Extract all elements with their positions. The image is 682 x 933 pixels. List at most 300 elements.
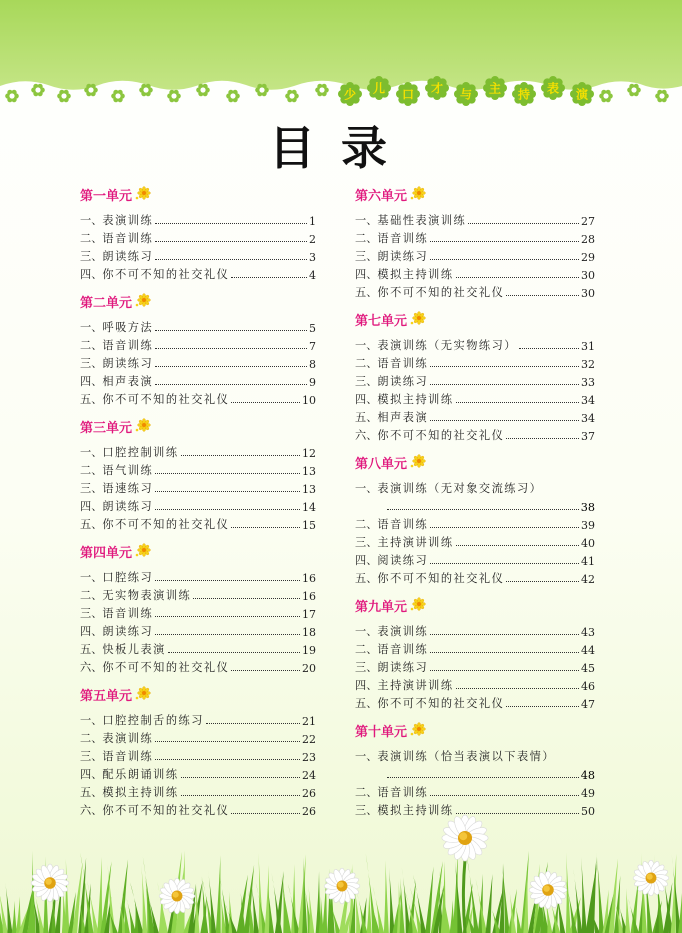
dot-leader <box>430 795 579 796</box>
entry-number: 六、 <box>80 661 103 674</box>
unit-title: 第一单元 <box>80 188 133 204</box>
entry-page: 34 <box>581 394 595 407</box>
entry-page: 9 <box>309 376 316 389</box>
toc-entry[interactable] <box>355 246 595 264</box>
entry-number: 三、 <box>355 661 378 674</box>
flower-icon <box>134 186 152 202</box>
entry-number: 二、 <box>80 732 103 745</box>
entry-page: 18 <box>302 626 316 639</box>
dot-leader <box>430 384 579 385</box>
toc-entry[interactable] <box>80 746 316 764</box>
toc-right-column <box>355 183 595 826</box>
entry-label: 表演训练（恰当表演以下表情） <box>377 750 556 763</box>
dot-leader <box>155 330 307 331</box>
dot-leader <box>181 777 300 778</box>
entry-label: 朗读练习 <box>102 500 154 513</box>
dot-leader <box>206 723 300 724</box>
toc-entry[interactable] <box>355 639 595 657</box>
entry-label: 你不可不知的社交礼仪 <box>102 804 230 817</box>
flower-icon <box>134 293 152 309</box>
toc-entry[interactable] <box>355 478 595 496</box>
dot-leader <box>506 295 579 296</box>
entry-number: 三、 <box>80 250 103 263</box>
dot-leader <box>155 634 300 635</box>
unit-section <box>80 183 316 282</box>
dot-leader <box>155 384 307 385</box>
entry-label: 口腔练习 <box>102 571 154 584</box>
dot-leader <box>430 420 579 421</box>
entry-page: 30 <box>581 287 595 300</box>
dot-leader <box>506 706 579 707</box>
entry-label: 相声表演 <box>102 375 154 388</box>
entry-label: 你不可不知的社交礼仪 <box>377 697 505 710</box>
entry-page: 8 <box>309 358 316 371</box>
entry-number: 六、 <box>80 804 103 817</box>
toc-entry[interactable] <box>80 603 316 621</box>
entry-page: 1 <box>309 215 316 228</box>
grass-daisy-decoration <box>0 808 682 933</box>
entry-label: 你不可不知的社交礼仪 <box>102 518 230 531</box>
entry-label: 相声表演 <box>377 411 429 424</box>
toc-entry[interactable] <box>80 210 316 228</box>
entry-number: 一、 <box>355 339 378 352</box>
entry-number: 四、 <box>355 268 378 281</box>
dot-leader <box>155 580 300 581</box>
entry-page: 43 <box>581 626 595 639</box>
entry-page: 13 <box>302 483 316 496</box>
flower-dot <box>627 84 641 96</box>
series-title-char <box>396 82 420 106</box>
unit-header <box>80 540 316 562</box>
entry-number: 五、 <box>355 697 378 710</box>
entry-page: 39 <box>581 519 595 532</box>
entry-page: 42 <box>581 573 595 586</box>
entry-page: 28 <box>581 233 595 246</box>
unit-title: 第六单元 <box>355 188 408 204</box>
entry-page: 44 <box>581 644 595 657</box>
entry-page: 46 <box>581 680 595 693</box>
dot-leader <box>456 402 579 403</box>
toc-left-column <box>80 183 316 826</box>
entry-number: 五、 <box>80 786 103 799</box>
entry-number: 三、 <box>355 375 378 388</box>
entry-number: 一、 <box>355 625 378 638</box>
toc-entry[interactable] <box>355 693 595 711</box>
unit-header <box>355 183 595 205</box>
series-title-char <box>570 82 594 106</box>
entry-label: 朗读练习 <box>377 661 429 674</box>
entry-page: 15 <box>302 519 316 532</box>
dot-leader <box>155 741 300 742</box>
entry-number: 三、 <box>80 482 103 495</box>
toc-entry[interactable] <box>80 514 316 532</box>
dot-leader <box>430 563 579 564</box>
dot-leader <box>456 688 579 689</box>
entry-number: 三、 <box>80 357 103 370</box>
dot-leader <box>430 366 579 367</box>
entry-label: 无实物表演训练 <box>102 589 192 602</box>
dot-leader <box>231 277 307 278</box>
entry-number: 一、 <box>80 214 103 227</box>
flower-icon <box>409 722 427 738</box>
dot-leader <box>231 670 300 671</box>
entry-label: 语气训练 <box>102 464 154 477</box>
dot-leader <box>155 759 300 760</box>
toc-entry[interactable] <box>355 353 595 371</box>
entry-label: 语音训练 <box>377 232 429 245</box>
series-title-char <box>512 82 536 106</box>
entry-label: 你不可不知的社交礼仪 <box>377 286 505 299</box>
dot-leader <box>181 455 300 456</box>
entry-number: 一、 <box>355 750 378 763</box>
svg-text:主: 主 <box>488 81 502 96</box>
entry-page: 16 <box>302 590 316 603</box>
entry-page: 27 <box>581 215 595 228</box>
toc-entry-continuation[interactable] <box>355 764 595 782</box>
entry-page: 34 <box>581 412 595 425</box>
entry-number: 三、 <box>80 750 103 763</box>
entry-page: 21 <box>302 715 316 728</box>
daisy <box>159 878 195 914</box>
entry-number: 二、 <box>355 786 378 799</box>
toc-entry[interactable] <box>355 282 595 300</box>
flower-dot <box>285 90 299 102</box>
entry-number: 四、 <box>355 554 378 567</box>
entry-label: 口腔控制舌的练习 <box>102 714 204 727</box>
entry-page: 22 <box>302 733 316 746</box>
toc-entry[interactable] <box>80 442 316 460</box>
dot-leader <box>155 473 300 474</box>
series-title-char <box>454 82 478 106</box>
dot-leader <box>193 598 300 599</box>
entry-number: 二、 <box>355 518 378 531</box>
unit-section <box>355 594 595 711</box>
unit-section <box>355 308 595 443</box>
dot-leader <box>430 634 579 635</box>
flower-dot <box>599 90 613 102</box>
unit-title: 第八单元 <box>355 456 408 472</box>
flower-icon <box>409 597 427 613</box>
entry-page: 26 <box>302 787 316 800</box>
entry-number: 一、 <box>80 446 103 459</box>
toc-entry[interactable] <box>355 371 595 389</box>
dot-leader <box>506 581 579 582</box>
unit-section <box>355 451 595 586</box>
entry-number: 三、 <box>355 536 378 549</box>
entry-label: 朗读练习 <box>102 250 154 263</box>
entry-number: 四、 <box>80 768 103 781</box>
flower-dot <box>57 90 71 102</box>
entry-page: 30 <box>581 269 595 282</box>
entry-number: 二、 <box>80 232 103 245</box>
toc-entry[interactable] <box>80 353 316 371</box>
toc-entry[interactable] <box>80 728 316 746</box>
entry-label: 基础性表演训练 <box>377 214 467 227</box>
toc-entry[interactable] <box>80 228 316 246</box>
entry-label: 你不可不知的社交礼仪 <box>102 661 230 674</box>
dot-leader <box>155 491 300 492</box>
toc-entry[interactable] <box>355 550 595 568</box>
entry-label: 口腔控制训练 <box>102 446 179 459</box>
entry-page: 5 <box>309 322 316 335</box>
entry-label: 语音训练 <box>102 339 154 352</box>
toc-entry[interactable] <box>355 782 595 800</box>
entry-label: 阅读练习 <box>377 554 429 567</box>
flower-dot <box>167 90 181 102</box>
toc-entry[interactable] <box>80 478 316 496</box>
entry-page: 31 <box>581 340 595 353</box>
toc-entry[interactable] <box>80 335 316 353</box>
top-banner <box>0 0 682 112</box>
toc-entry[interactable] <box>355 657 595 675</box>
flower-icon <box>134 543 152 559</box>
toc-entry[interactable] <box>355 746 595 764</box>
unit-header <box>355 308 595 330</box>
toc-entry[interactable] <box>80 621 316 639</box>
entry-page: 2 <box>309 233 316 246</box>
flower-dot <box>226 90 240 102</box>
unit-header <box>355 719 595 741</box>
toc-entry[interactable] <box>80 657 316 675</box>
entry-label: 表演训练（无对象交流练习） <box>377 482 543 495</box>
dot-leader <box>430 241 579 242</box>
dot-leader <box>456 545 579 546</box>
unit-section <box>80 290 316 407</box>
entry-label: 你不可不知的社交礼仪 <box>377 429 505 442</box>
entry-page: 7 <box>309 340 316 353</box>
svg-text:少: 少 <box>343 87 357 102</box>
toc-entry[interactable] <box>80 264 316 282</box>
unit-header <box>355 451 595 473</box>
entry-page: 19 <box>302 644 316 657</box>
toc-entry[interactable] <box>355 621 595 639</box>
entry-label: 模拟主持训练 <box>102 786 179 799</box>
flower-dot <box>31 84 45 96</box>
entry-number: 一、 <box>355 482 378 495</box>
entry-page: 49 <box>581 787 595 800</box>
entry-page: 32 <box>581 358 595 371</box>
svg-text:演: 演 <box>575 87 589 102</box>
unit-header <box>80 683 316 705</box>
entry-page: 17 <box>302 608 316 621</box>
unit-header <box>80 415 316 437</box>
dot-leader <box>519 348 579 349</box>
toc-entry[interactable] <box>80 389 316 407</box>
flower-icon <box>134 418 152 434</box>
unit-section <box>355 183 595 300</box>
entry-number: 四、 <box>355 679 378 692</box>
entry-page: 13 <box>302 465 316 478</box>
entry-page: 33 <box>581 376 595 389</box>
dot-leader <box>387 777 579 778</box>
entry-label: 模拟主持训练 <box>377 268 454 281</box>
entry-number: 三、 <box>355 250 378 263</box>
entry-page: 45 <box>581 662 595 675</box>
entry-number: 四、 <box>80 500 103 513</box>
unit-header <box>80 183 316 205</box>
entry-label: 呼吸方法 <box>102 321 154 334</box>
entry-page: 29 <box>581 251 595 264</box>
toc-entry-continuation[interactable] <box>355 496 595 514</box>
entry-label: 模拟主持训练 <box>377 804 454 817</box>
unit-title: 第四单元 <box>80 545 133 561</box>
entry-page: 48 <box>580 769 595 782</box>
svg-text:持: 持 <box>517 87 531 102</box>
toc-entry[interactable] <box>355 675 595 693</box>
entry-label: 语音训练 <box>102 232 154 245</box>
entry-label: 语音训练 <box>377 357 429 370</box>
entry-page: 4 <box>309 269 316 282</box>
toc-entry[interactable] <box>355 514 595 532</box>
entry-label: 表演训练 <box>102 214 154 227</box>
entry-label: 语音训练 <box>377 786 429 799</box>
toc-entry[interactable] <box>80 246 316 264</box>
dot-leader <box>231 402 300 403</box>
entry-number: 五、 <box>80 643 103 656</box>
entry-number: 五、 <box>80 518 103 531</box>
svg-text:才: 才 <box>430 81 444 96</box>
entry-page: 38 <box>580 501 595 514</box>
dot-leader <box>155 223 307 224</box>
entry-label: 主持演讲训练 <box>377 536 454 549</box>
unit-title: 第二单元 <box>80 295 133 311</box>
entry-label: 朗读练习 <box>102 357 154 370</box>
entry-page: 40 <box>581 537 595 550</box>
toc-entry[interactable] <box>80 782 316 800</box>
unit-title: 第三单元 <box>80 420 133 436</box>
unit-title: 第九单元 <box>355 599 408 615</box>
dot-leader <box>387 509 579 510</box>
dot-leader <box>155 509 300 510</box>
dot-leader <box>155 616 300 617</box>
entry-page: 14 <box>302 501 316 514</box>
toc-entry[interactable] <box>355 228 595 246</box>
entry-page: 3 <box>309 251 316 264</box>
entry-label: 主持演讲训练 <box>377 679 454 692</box>
entry-label: 表演训练 <box>377 625 429 638</box>
dot-leader <box>168 652 300 653</box>
toc-entry[interactable] <box>80 567 316 585</box>
dot-leader <box>181 795 300 796</box>
entry-number: 六、 <box>355 429 378 442</box>
flower-icon <box>409 454 427 470</box>
entry-page: 50 <box>581 805 595 818</box>
entry-number: 三、 <box>355 804 378 817</box>
toc-entry[interactable] <box>80 460 316 478</box>
dot-leader <box>430 527 579 528</box>
entry-page: 20 <box>302 662 316 675</box>
entry-number: 二、 <box>80 464 103 477</box>
toc-entry[interactable] <box>355 210 595 228</box>
unit-section <box>355 719 595 818</box>
svg-text:与: 与 <box>459 87 473 102</box>
entry-page: 23 <box>302 751 316 764</box>
entry-number: 三、 <box>80 607 103 620</box>
unit-header <box>355 594 595 616</box>
dot-leader <box>155 366 307 367</box>
unit-title: 第五单元 <box>80 688 133 704</box>
toc-entry[interactable] <box>355 335 595 353</box>
entry-number: 五、 <box>355 286 378 299</box>
entry-label: 表演训练（无实物练习） <box>377 339 517 352</box>
entry-number: 二、 <box>355 357 378 370</box>
entry-label: 你不可不知的社交礼仪 <box>102 393 230 406</box>
toc-entry[interactable] <box>80 496 316 514</box>
entry-number: 五、 <box>355 572 378 585</box>
series-title-char <box>425 76 449 100</box>
dot-leader <box>430 259 579 260</box>
daisy <box>31 864 69 902</box>
toc-entry[interactable] <box>355 389 595 407</box>
entry-label: 你不可不知的社交礼仪 <box>377 572 505 585</box>
entry-label: 语音训练 <box>377 643 429 656</box>
entry-number: 二、 <box>80 589 103 602</box>
toc-entry[interactable] <box>355 264 595 282</box>
entry-label: 你不可不知的社交礼仪 <box>102 268 230 281</box>
entry-label: 朗读练习 <box>377 250 429 263</box>
toc-entry[interactable] <box>80 371 316 389</box>
flower-dot <box>315 84 329 96</box>
series-title-char <box>367 76 391 100</box>
dot-leader <box>468 223 579 224</box>
dot-leader <box>155 348 307 349</box>
toc-entry[interactable] <box>80 710 316 728</box>
entry-number: 二、 <box>355 232 378 245</box>
toc-entry[interactable] <box>80 585 316 603</box>
toc-entry[interactable] <box>355 425 595 443</box>
entry-number: 四、 <box>80 375 103 388</box>
entry-label: 语速练习 <box>102 482 154 495</box>
unit-title: 第十单元 <box>355 724 408 740</box>
svg-text:表: 表 <box>546 81 560 96</box>
entry-number: 一、 <box>80 714 103 727</box>
flower-dot <box>111 90 125 102</box>
entry-label: 快板儿表演 <box>102 643 166 656</box>
unit-title: 第七单元 <box>355 313 408 329</box>
entry-number: 四、 <box>355 393 378 406</box>
entry-label: 配乐朗诵训练 <box>102 768 179 781</box>
toc-entry[interactable] <box>355 532 595 550</box>
entry-page: 16 <box>302 572 316 585</box>
dot-leader <box>155 259 307 260</box>
series-title-char <box>338 82 362 106</box>
entry-label: 表演训练 <box>102 732 154 745</box>
toc-entry[interactable] <box>355 568 595 586</box>
flower-dot <box>5 90 19 102</box>
dot-leader <box>456 277 579 278</box>
daisy <box>529 871 567 909</box>
entry-label: 语音训练 <box>102 607 154 620</box>
entry-label: 朗读练习 <box>377 375 429 388</box>
toc-entry[interactable] <box>80 317 316 335</box>
entry-label: 语音训练 <box>377 518 429 531</box>
toc-entry[interactable] <box>80 764 316 782</box>
svg-text:口: 口 <box>401 87 415 102</box>
entry-page: 10 <box>302 394 316 407</box>
flower-icon <box>134 686 152 702</box>
entry-number: 一、 <box>80 321 103 334</box>
entry-page: 24 <box>302 769 316 782</box>
page-title: 目录 <box>269 121 413 175</box>
unit-section <box>80 415 316 532</box>
entry-label: 模拟主持训练 <box>377 393 454 406</box>
toc-entry[interactable] <box>355 407 595 425</box>
flower-icon <box>409 186 427 202</box>
entry-label: 语音训练 <box>102 750 154 763</box>
entry-label: 朗读练习 <box>102 625 154 638</box>
toc-entry[interactable] <box>80 639 316 657</box>
svg-text:儿: 儿 <box>372 81 386 96</box>
